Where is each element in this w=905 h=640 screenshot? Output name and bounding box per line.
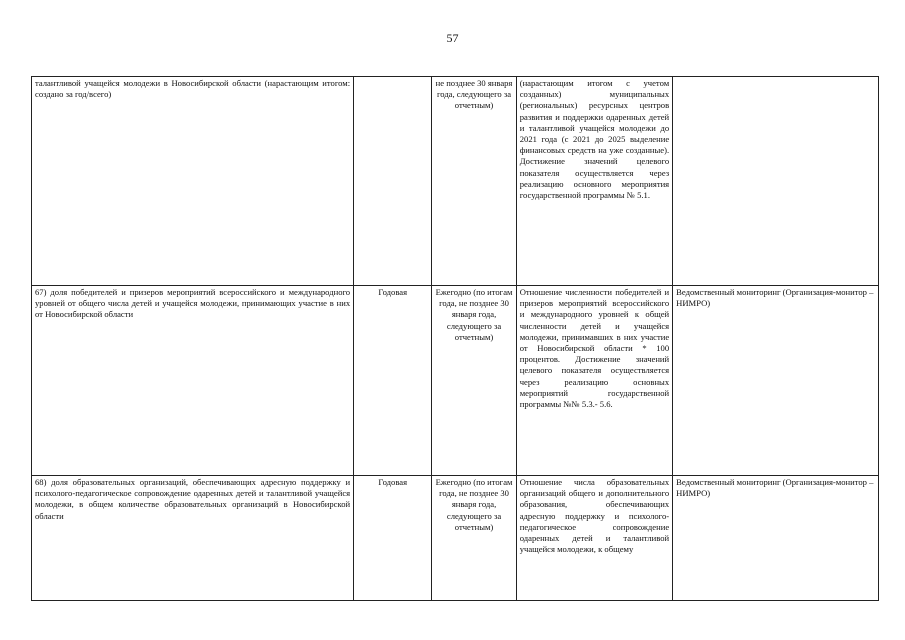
data-source-cell	[673, 77, 879, 286]
calculation-method-cell: (нарастающим итогом с учетом созданных) муниципальных (региональных) ресурсных центров развития и поддержки одаренных детей и талантливой учащейся молодежи до 2021 года (с 2021 до 2025 выделение финансовых средств на уже созданные). Достижение значений целевого показателя осуществляется через реализацию основного мероприятия государственной программы № 5.1.	[516, 77, 672, 286]
indicator-number: 67)	[35, 287, 47, 297]
indicator-name-text: доля победителей и призеров мероприятий всероссийского и международного уровней от общего числа детей и учащейся молодежи, принимающих участие в них от Новосибирской области	[35, 287, 351, 320]
page-number: 57	[446, 31, 459, 45]
deadline-cell: Ежегодно (по итогам года, не позднее 30 января года, следующего за отчетным)	[432, 286, 516, 476]
indicator-name-text: талантливой учащейся молодежи в Новосибирской области (нарастающим итогом: создано за год/всего)	[35, 78, 351, 100]
calculation-method-cell: Отношение числа образовательных организаций общего и дополнительного образования, обеспечивающих адресную поддержку и психолого-педагогическое сопровождение одаренных детей и талантливой учащейся молодежи, к общему	[516, 476, 672, 601]
table-row	[32, 476, 879, 601]
indicators-table	[31, 76, 879, 601]
table-row	[32, 77, 879, 286]
deadline-cell: Ежегодно (по итогам года, не позднее 30 января года, следующего за отчетным)	[432, 476, 516, 601]
indicator-name-cell	[32, 476, 354, 601]
data-source-cell: Ведомственный мониторинг (Организация-монитор – НИМРО)	[673, 476, 879, 601]
indicator-name-cell	[32, 286, 354, 476]
periodicity-cell: Годовая	[354, 476, 432, 601]
indicator-name-text: доля образовательных организаций, обеспечивающих адресную поддержку и психолого-педагогическое сопровождение одаренных детей и талантливой учащейся молодежи, в общем количестве образовательных организаций в Новосибирской области	[35, 477, 351, 521]
periodicity-cell	[354, 77, 432, 286]
indicator-name-cell	[32, 77, 354, 286]
calculation-method-cell: Отношение численности победителей и призеров мероприятий всероссийского и международного уровней к общей численности детей и учащейся молодежи, принимавших в них участие от Новосибирской области * 100 процентов. Достижение значений целевого показателя осуществляется через реализацию основных мероприятий государственной программы №№ 5.3.- 5.6.	[516, 286, 672, 476]
table-row	[32, 286, 879, 476]
deadline-cell: не позднее 30 января года, следующего за отчетным)	[432, 77, 516, 286]
periodicity-cell: Годовая	[354, 286, 432, 476]
data-source-cell: Ведомственный мониторинг (Организация-монитор – НИМРО)	[673, 286, 879, 476]
indicator-number: 68)	[35, 477, 47, 487]
